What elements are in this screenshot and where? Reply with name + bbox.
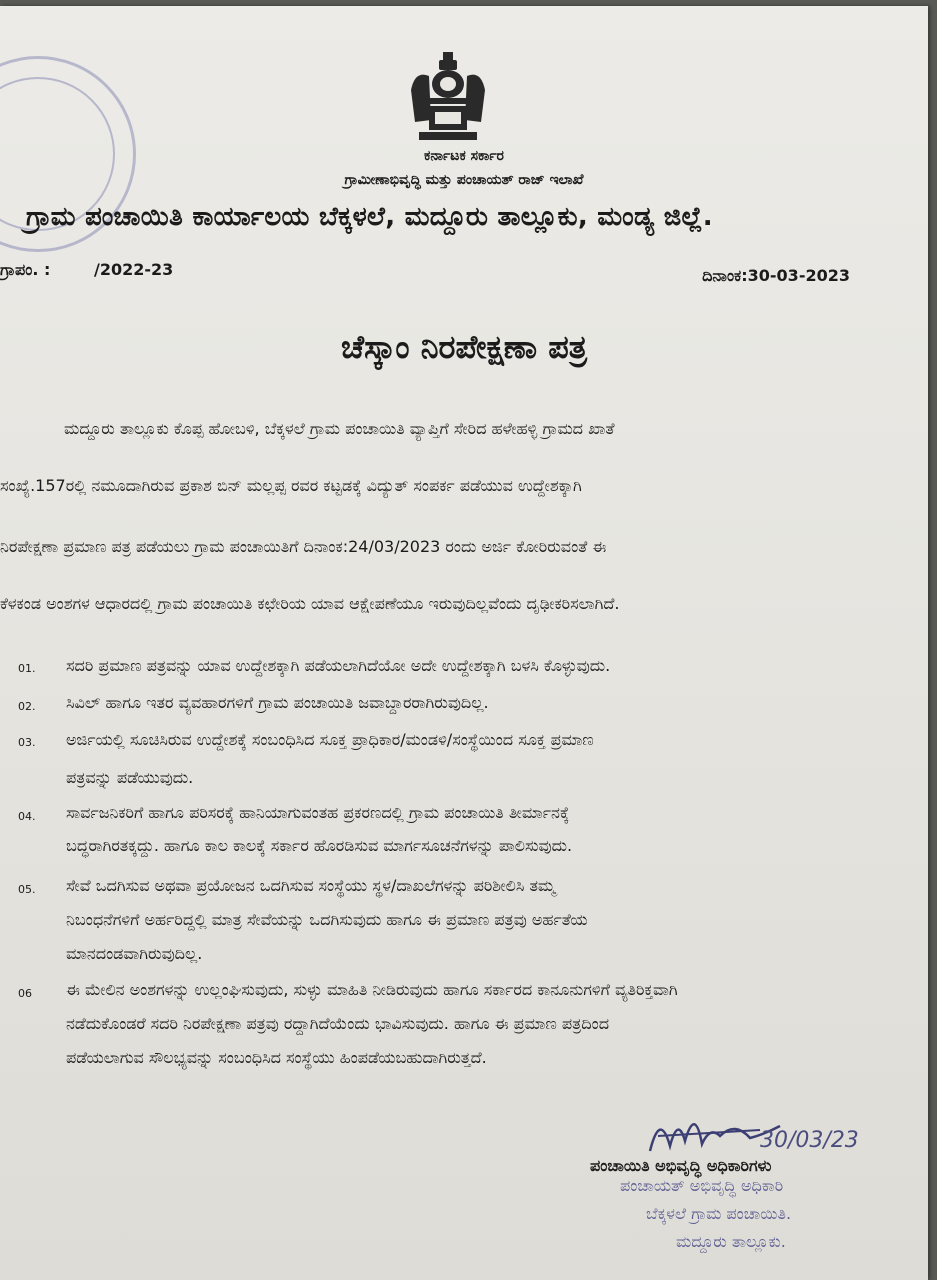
condition-number-6: 06 xyxy=(18,987,32,1000)
condition-6-line-3: ಪಡೆಯಲಾಗುವ ಸೌಲಭ್ಯವನ್ನು ಸಂಬಂಧಿಸಿದ ಸಂಸ್ಥೆಯು ಹಿಂಪಡೆಯಬಹುದಾಗಿರುತ್ತದೆ. xyxy=(66,1048,487,1067)
condition-5-line-2: ನಿಬಂಧನೆಗಳಿಗೆ ಅರ್ಹರಿದ್ದಲ್ಲಿ ಮಾತ್ರ ಸೇವೆಯನ್ನು ಒದಗಿಸುವುದು ಹಾಗೂ ಈ ಪ್ರಮಾಣ ಪತ್ರವು ಅರ್ಹತೆಯ xyxy=(66,910,588,929)
office-stamp-line-2: ಬೆಕ್ಕಳಲೆ ಗ್ರಾಮ ಪಂಚಾಯಿತಿ. xyxy=(646,1204,792,1223)
condition-4-line-1: ಸಾರ್ವಜನಿಕರಿಗೆ ಹಾಗೂ ಪರಿಸರಕ್ಕೆ ಹಾನಿಯಾಗುವಂತಹ ಪ್ರಕರಣದಲ್ಲಿ ಗ್ರಾಮ ಪಂಚಾಯಿತಿ ತೀರ್ಮಾನಕ್ಕೆ xyxy=(66,803,570,822)
condition-6-line-2: ನಡೆದುಕೊಂಡರೆ ಸದರಿ ನಿರಪೇಕ್ಷಣಾ ಪತ್ರವು ರದ್ದಾಗಿದೆಯೆಂದು ಭಾವಿಸುವುದು. ಹಾಗೂ ಈ ಪ್ರಮಾಣ ಪತ್ರದಿಂದ xyxy=(66,1014,610,1033)
office-name: ಗ್ರಾಮ ಪಂಚಾಯಿತಿ ಕಾರ್ಯಾಲಯ ಬೆಕ್ಕಳಲೆ, ಮದ್ದೂರು ತಾಲ್ಲೂಕು, ಮಂಡ್ಯ ಜಿಲ್ಲೆ. xyxy=(26,202,713,232)
condition-5-line-3: ಮಾನದಂಡವಾಗಿರುವುದಿಲ್ಲ. xyxy=(66,944,203,963)
body-line-4: ಕೆಳಕಂಡ ಅಂಶಗಳ ಆಧಾರದಲ್ಲಿ ಗ್ರಾಮ ಪಂಚಾಯಿತಿ ಕಛೇರಿಯ ಯಾವ ಆಕ್ಷೇಪಣೆಯೂ ಇರುವುದಿಲ್ಲವೆಂದು ದೃಢೀಕರಿಸಲಾಗಿದೆ. xyxy=(0,594,620,613)
office-stamp-line-1: ಪಂಚಾಯತ್ ಅಭಿವೃದ್ಧಿ ಅಧಿಕಾರಿ xyxy=(620,1176,784,1195)
body-line-3: ನಿರಪೇಕ್ಷಣಾ ಪ್ರಮಾಣ ಪತ್ರ ಪಡೆಯಲು ಗ್ರಾಮ ಪಂಚಾಯಿತಿಗೆ ದಿನಾಂಕ:24/03/2023 ರಂದು ಅರ್ಜಿ ಕೋರಿರುವಂತೆ ಈ xyxy=(0,537,607,556)
condition-4-line-2: ಬದ್ಧರಾಗಿರತಕ್ಕದ್ದು. ಹಾಗೂ ಕಾಲ ಕಾಲಕ್ಕೆ ಸರ್ಕಾರ ಹೊರಡಿಸುವ ಮಾರ್ಗಸೂಚನೆಗಳನ್ನು ಪಾಲಿಸುವುದು. xyxy=(66,836,573,855)
body-line-1: ಮದ್ದೂರು ತಾಲ್ಲೂಕು ಕೊಪ್ಪ ಹೋಬಳಿ, ಬೆಕ್ಕಳಲೆ ಗ್ರಾಮ ಪಂಚಾಯಿತಿ ವ್ಯಾಪ್ತಿಗೆ ಸೇರಿದ ಹಳೇಹಳ್ಳಿ ಗ್ರಾಮದ ಖಾತೆ xyxy=(64,419,615,438)
body-line-2: ಸಂಖ್ಯೆ.157ರಲ್ಲಿ ನಮೂದಾಗಿರುವ ಪ್ರಕಾಶ ಬಿನ್ ಮಲ್ಲಪ್ಪ ರವರ ಕಟ್ಟಡಕ್ಕೆ ವಿದ್ಯುತ್ ಸಂಪರ್ಕ ಪಡೆಯುವ ಉದ್ದೇಶಕ್ಕಾಗಿ xyxy=(0,476,582,495)
karnataka-emblem-icon xyxy=(405,50,491,146)
reference-number xyxy=(0,260,173,280)
condition-number-4: 04. xyxy=(18,810,36,823)
department-name: ಗ್ರಾಮೀಣಾಭಿವೃದ್ಧಿ ಮತ್ತು ಪಂಚಾಯತ್ ರಾಜ್ ಇಲಾಖೆ xyxy=(344,172,584,188)
condition-number-5: 05. xyxy=(18,883,36,896)
reference-label: ಗ್ರಾಪಂ. : xyxy=(0,260,51,279)
letter-page xyxy=(0,6,928,1280)
signature-date: 30/03/23 xyxy=(760,1128,859,1153)
officer-designation: ಪಂಚಾಯಿತಿ ಅಭಿವೃದ್ಧಿ ಅಧಿಕಾರಿಗಳು xyxy=(590,1156,772,1175)
letter-date: ದಿನಾಂಕ:30-03-2023 xyxy=(702,266,850,285)
condition-number-3: 03. xyxy=(18,736,36,749)
office-stamp-line-3: ಮದ್ದೂರು ತಾಲ್ಲೂಕು. xyxy=(676,1232,786,1251)
reference-value: /2022-23 xyxy=(93,260,174,279)
document-title: ಚೆಸ್ಕಾಂ ನಿರಪೇಕ್ಷಣಾ ಪತ್ರ xyxy=(340,328,588,366)
condition-number-2: 02. xyxy=(18,700,36,713)
condition-3-line-1: ಅರ್ಜಿಯಲ್ಲಿ ಸೂಚಿಸಿರುವ ಉದ್ದೇಶಕ್ಕೆ ಸಂಬಂಧಿಸಿದ ಸೂಕ್ತ ಪ್ರಾಧಿಕಾರ/ಮಂಡಳಿ/ಸಂಸ್ಥೆಯಿಂದ ಸೂಕ್ತ ಪ್ರಮಾಣ xyxy=(66,730,594,749)
condition-5-line-1: ಸೇವೆ ಒದಗಿಸುವ ಅಥವಾ ಪ್ರಯೋಜನ ಒದಗಿಸುವ ಸಂಸ್ಥೆಯು ಸ್ಥಳ/ದಾಖಲೆಗಳನ್ನು ಪರಿಶೀಲಿಸಿ ತಮ್ಮ xyxy=(66,876,556,895)
condition-number-1: 01. xyxy=(18,662,36,675)
condition-6-line-1: ಈ ಮೇಲಿನ ಅಂಶಗಳನ್ನು ಉಲ್ಲಂಘಿಸುವುದು, ಸುಳ್ಳು ಮಾಹಿತಿ ನೀಡಿರುವುದು ಹಾಗೂ ಸರ್ಕಾರದ ಕಾನೂನುಗಳಿಗೆ ವ್ಯತಿರಿಕ್ತವಾಗಿ xyxy=(66,980,678,999)
condition-3-line-2: ಪತ್ರವನ್ನು ಪಡೆಯುವುದು. xyxy=(66,768,194,787)
condition-1-line-1: ಸದರಿ ಪ್ರಮಾಣ ಪತ್ರವನ್ನು ಯಾವ ಉದ್ದೇಶಕ್ಕಾಗಿ ಪಡೆಯಲಾಗಿದೆಯೋ ಅದೇ ಉದ್ದೇಶಕ್ಕಾಗಿ ಬಳಸಿ ಕೊಳ್ಳುವುದು. xyxy=(66,656,611,675)
government-name: ಕರ್ನಾಟಕ ಸರ್ಕಾರ xyxy=(424,148,504,164)
condition-2-line-1: ಸಿವಿಲ್ ಹಾಗೂ ಇತರ ವ್ಯವಹಾರಗಳಿಗೆ ಗ್ರಾಮ ಪಂಚಾಯಿತಿ ಜವಾಬ್ದಾರರಾಗಿರುವುದಿಲ್ಲ. xyxy=(66,693,489,712)
